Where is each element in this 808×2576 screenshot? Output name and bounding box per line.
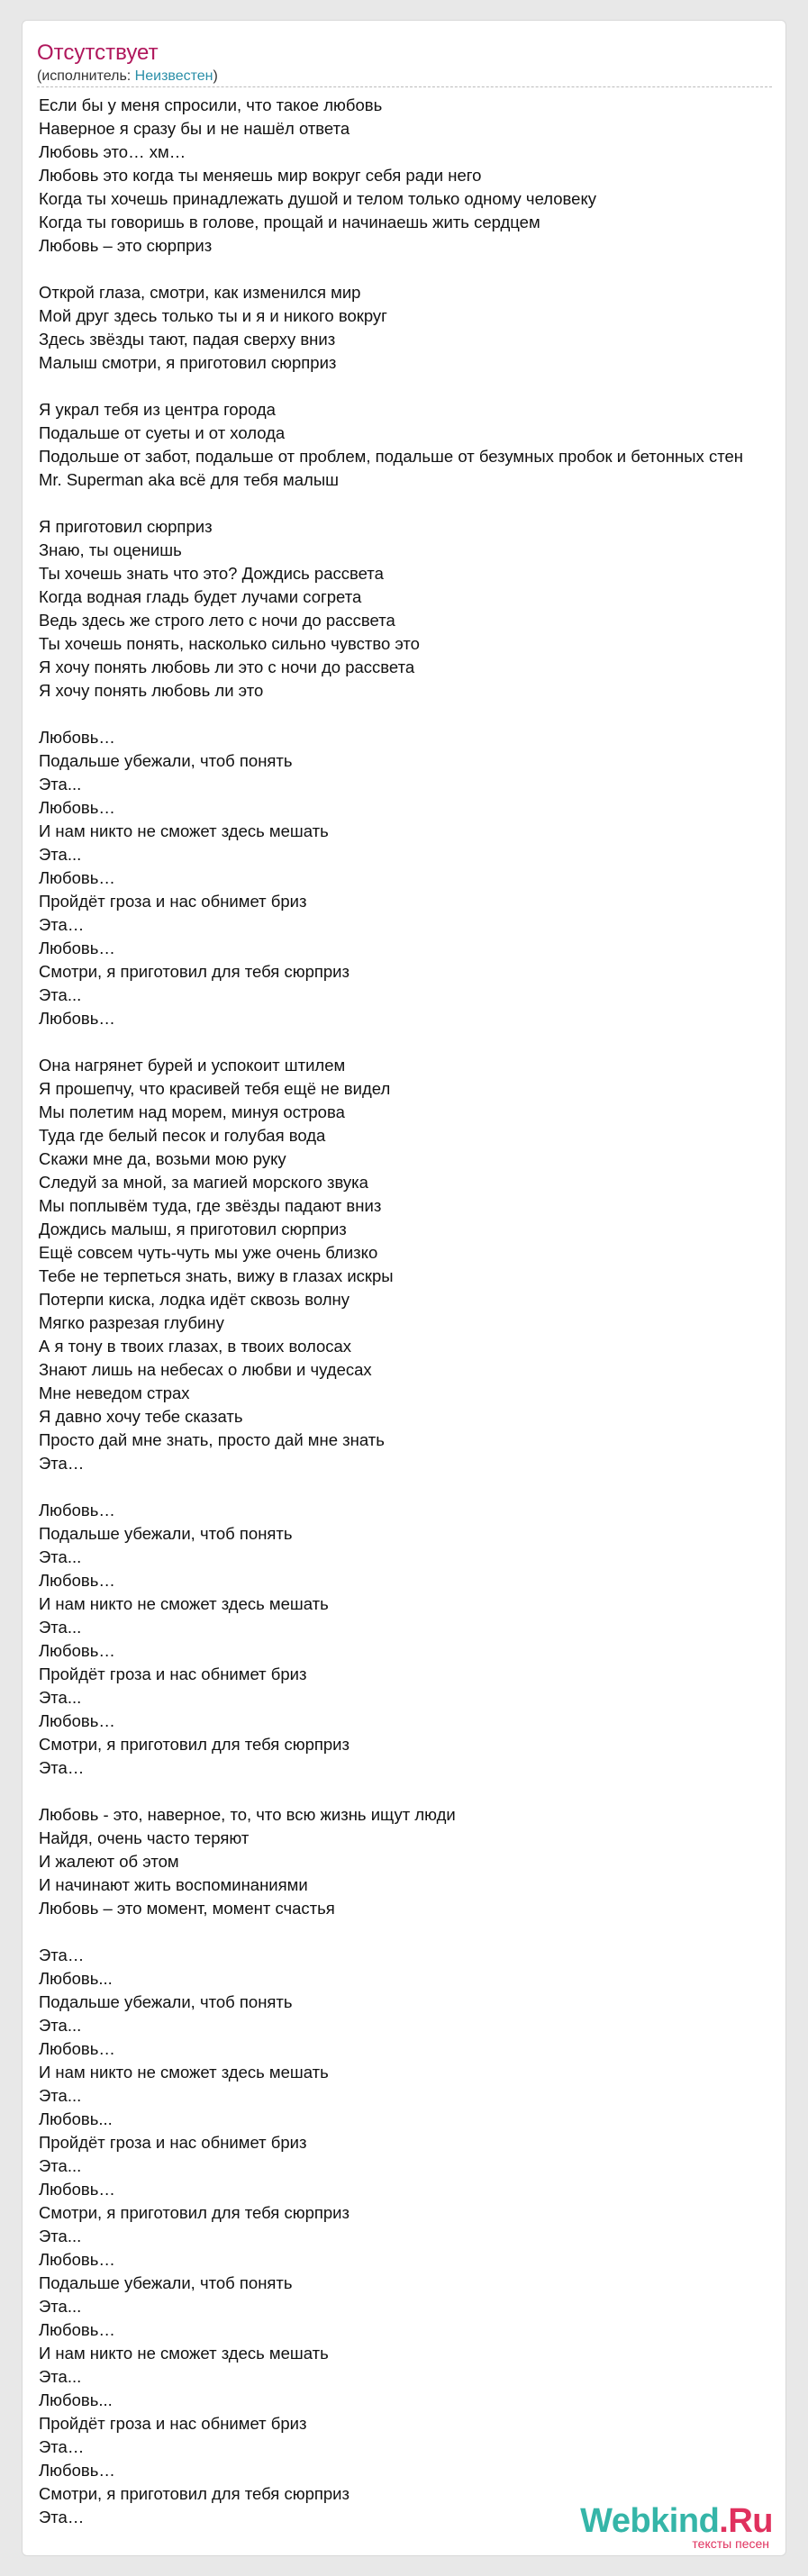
lyric-line: Малыш смотри, я приготовил сюрприз	[39, 353, 337, 372]
lyric-line: Любовь…	[39, 1009, 115, 1028]
song-title: Отсутствует	[37, 41, 159, 65]
lyric-line: Смотри, я приготовил для тебя сюрприз	[39, 2484, 350, 2503]
lyric-line: Любовь…	[39, 1501, 115, 1519]
lyric-line: Эта…	[39, 2508, 85, 2526]
lyric-line: Пройдёт гроза и нас обнимет бриз	[39, 2133, 307, 2152]
lyric-line: Следуй за мной, за магией морского звука	[39, 1173, 368, 1192]
lyric-line: Mr. Superman aka всё для тебя малыш	[39, 470, 339, 489]
lyric-line: Любовь – это момент, момент счастья	[39, 1899, 335, 1918]
lyric-line: Наверное я сразу бы и не нашёл ответа	[39, 119, 350, 138]
lyric-line: Пройдёт гроза и нас обнимет бриз	[39, 892, 307, 911]
lyric-line: Эта...	[39, 2367, 82, 2386]
lyric-line: Знаю, ты оценишь	[39, 540, 182, 559]
lyric-line: Эта…	[39, 2437, 85, 2456]
lyrics-stanza	[39, 398, 786, 492]
lyric-line: Мы полетим над морем, минуя острова	[39, 1102, 345, 1121]
lyric-line: Эта…	[39, 915, 85, 934]
lyric-line: Любовь…	[39, 798, 115, 817]
lyric-line: Подальше убежали, чтоб понять	[39, 2273, 293, 2292]
lyric-line: Дождись малыш, я приготовил сюрприз	[39, 1220, 347, 1238]
lyric-line: Эта…	[39, 1454, 85, 1473]
lyric-line: Я хочу понять любовь ли это	[39, 681, 264, 700]
lyric-line: Эта...	[39, 2016, 82, 2035]
lyric-line: Эта…	[39, 1946, 85, 1964]
lyric-line: И нам никто не сможет здесь мешать	[39, 1594, 329, 1613]
lyrics-stanza	[39, 1803, 786, 1920]
lyric-line: Смотри, я приготовил для тебя сюрприз	[39, 962, 350, 981]
lyrics-stanza	[39, 726, 786, 1030]
lyric-line: Любовь…	[39, 728, 115, 747]
logo-tagline: тексты песен	[692, 2536, 769, 2551]
lyric-line: Любовь это… хм…	[39, 142, 186, 161]
lyric-line: Эта…	[39, 1758, 85, 1777]
lyrics-stanza	[39, 1499, 786, 1780]
lyric-line: Любовь…	[39, 2039, 115, 2058]
lyric-line: Любовь…	[39, 2250, 115, 2269]
lyric-line: Подальше от суеты и от холода	[39, 423, 286, 442]
lyric-line: Когда ты хочешь принадлежать душой и телом только одному человеку	[39, 189, 597, 208]
lyric-line: Мягко разрезая глубину	[39, 1313, 224, 1332]
lyric-line: И нам никто не сможет здесь мешать	[39, 2344, 329, 2363]
lyric-line: А я тону в твоих глазах, в твоих волосах	[39, 1337, 352, 1356]
logo-tld: .Ru	[719, 2502, 773, 2540]
lyrics-stanza	[39, 1054, 786, 1475]
lyric-line: Найдя, очень часто теряют	[39, 1828, 250, 1847]
performer-line	[37, 68, 218, 86]
lyric-line: Пройдёт гроза и нас обнимет бриз	[39, 1664, 307, 1683]
header-divider	[37, 86, 772, 87]
lyric-line: Любовь…	[39, 939, 115, 957]
lyric-line: И начинают жить воспоминаниями	[39, 1875, 308, 1894]
lyric-line: Когда водная гладь будет лучами согрета	[39, 587, 362, 606]
lyric-line: Любовь – это сюрприз	[39, 236, 213, 255]
lyrics-body	[39, 94, 786, 2529]
lyrics-stanza	[39, 515, 786, 703]
lyric-line: Эта...	[39, 1688, 82, 1707]
lyric-line: Тебе не терпеться знать, вижу в глазах искры	[39, 1266, 394, 1285]
lyric-line: Любовь…	[39, 2180, 115, 2199]
lyrics-stanza	[39, 281, 786, 375]
lyric-line: Скажи мне да, возьми мою руку	[39, 1149, 286, 1168]
lyric-line: Ведь здесь же строго лето с ночи до рассвета	[39, 611, 395, 630]
lyrics-stanza	[39, 1944, 786, 2529]
lyric-line: Эта...	[39, 775, 82, 794]
lyric-line: Я хочу понять любовь ли это с ночи до рассвета	[39, 658, 415, 676]
lyric-line: Я украл тебя из центра города	[39, 400, 276, 419]
lyric-line: Подальше убежали, чтоб понять	[39, 751, 293, 770]
site-logo[interactable]	[580, 2503, 773, 2550]
lyric-line: Мой друг здесь только ты и я и никого вокруг	[39, 306, 387, 325]
lyric-line: Мне неведом страх	[39, 1383, 190, 1402]
lyric-line: Знают лишь на небесах о любви и чудесах	[39, 1360, 372, 1379]
lyric-line: Подальше убежали, чтоб понять	[39, 1524, 293, 1543]
lyric-line: Мы поплывём туда, где звёзды падают вниз	[39, 1196, 382, 1215]
lyric-line: Я давно хочу тебе сказать	[39, 1407, 243, 1426]
lyric-line: Здесь звёзды тают, падая сверху вниз	[39, 330, 336, 349]
lyric-line: Когда ты говоришь в голове, прощай и начинаешь жить сердцем	[39, 213, 540, 231]
lyric-line: Открой глаза, смотри, как изменился мир	[39, 283, 361, 302]
lyric-line: Любовь…	[39, 868, 115, 887]
lyric-line: И нам никто не сможет здесь мешать	[39, 821, 329, 840]
lyric-line: Я приготовил сюрприз	[39, 517, 213, 536]
lyric-line: И нам никто не сможет здесь мешать	[39, 2063, 329, 2082]
lyric-line: Любовь...	[39, 2390, 113, 2409]
lyric-line: Я прошепчу, что красивей тебя ещё не видел	[39, 1079, 391, 1098]
lyric-line: Любовь - это, наверное, то, что всю жизнь ищут люди	[39, 1805, 456, 1824]
lyric-line: Просто дай мне знать, просто дай мне знать	[39, 1430, 385, 1449]
lyric-line: Потерпи киска, лодка идёт сквозь волну	[39, 1290, 350, 1309]
lyric-line: Подальше убежали, чтоб понять	[39, 1992, 293, 2011]
lyric-line: Ты хочешь знать что это? Дождись рассвета	[39, 564, 384, 583]
lyric-line: Эта...	[39, 2227, 82, 2245]
performer-suffix: )	[213, 68, 218, 84]
performer-prefix: (исполнитель:	[37, 68, 135, 84]
lyric-line: Любовь…	[39, 1571, 115, 1590]
lyric-line: Любовь…	[39, 2320, 115, 2339]
lyric-line: Эта...	[39, 1618, 82, 1637]
lyric-line: Эта...	[39, 1547, 82, 1566]
lyric-line: Если бы у меня спросили, что такое любовь	[39, 95, 383, 114]
lyric-line: Смотри, я приготовил для тебя сюрприз	[39, 1735, 350, 1754]
lyric-line: Эта...	[39, 845, 82, 864]
lyric-line: Подольше от забот, подальше от проблем, подальше от безумных пробок и бетонных стен	[39, 447, 743, 466]
lyric-line: Смотри, я приготовил для тебя сюрприз	[39, 2203, 350, 2222]
lyric-line: Любовь...	[39, 2109, 113, 2128]
lyric-line: Туда где белый песок и голубая вода	[39, 1126, 326, 1145]
lyric-line: И жалеют об этом	[39, 1852, 179, 1871]
lyric-line: Пройдёт гроза и нас обнимет бриз	[39, 2414, 307, 2433]
lyrics-stanza	[39, 94, 786, 258]
lyric-line: Любовь…	[39, 2461, 115, 2480]
lyric-line: Любовь…	[39, 1711, 115, 1730]
lyrics-card	[22, 20, 786, 2556]
lyric-line: Любовь это когда ты меняешь мир вокруг себя ради него	[39, 166, 482, 185]
lyric-line: Любовь...	[39, 1969, 113, 1988]
lyric-line: Ты хочешь понять, насколько сильно чувство это	[39, 634, 420, 653]
lyric-line: Ещё совсем чуть-чуть мы уже очень близко	[39, 1243, 378, 1262]
lyric-line: Она нагрянет бурей и успокоит штилем	[39, 1056, 346, 1075]
performer-link[interactable]: Неизвестен	[134, 68, 213, 84]
lyric-line: Эта...	[39, 2156, 82, 2175]
lyric-line: Эта...	[39, 985, 82, 1004]
lyric-line: Эта...	[39, 2297, 82, 2316]
logo-brand: Webkind	[580, 2502, 720, 2540]
lyric-line: Любовь…	[39, 1641, 115, 1660]
lyric-line: Эта...	[39, 2086, 82, 2105]
